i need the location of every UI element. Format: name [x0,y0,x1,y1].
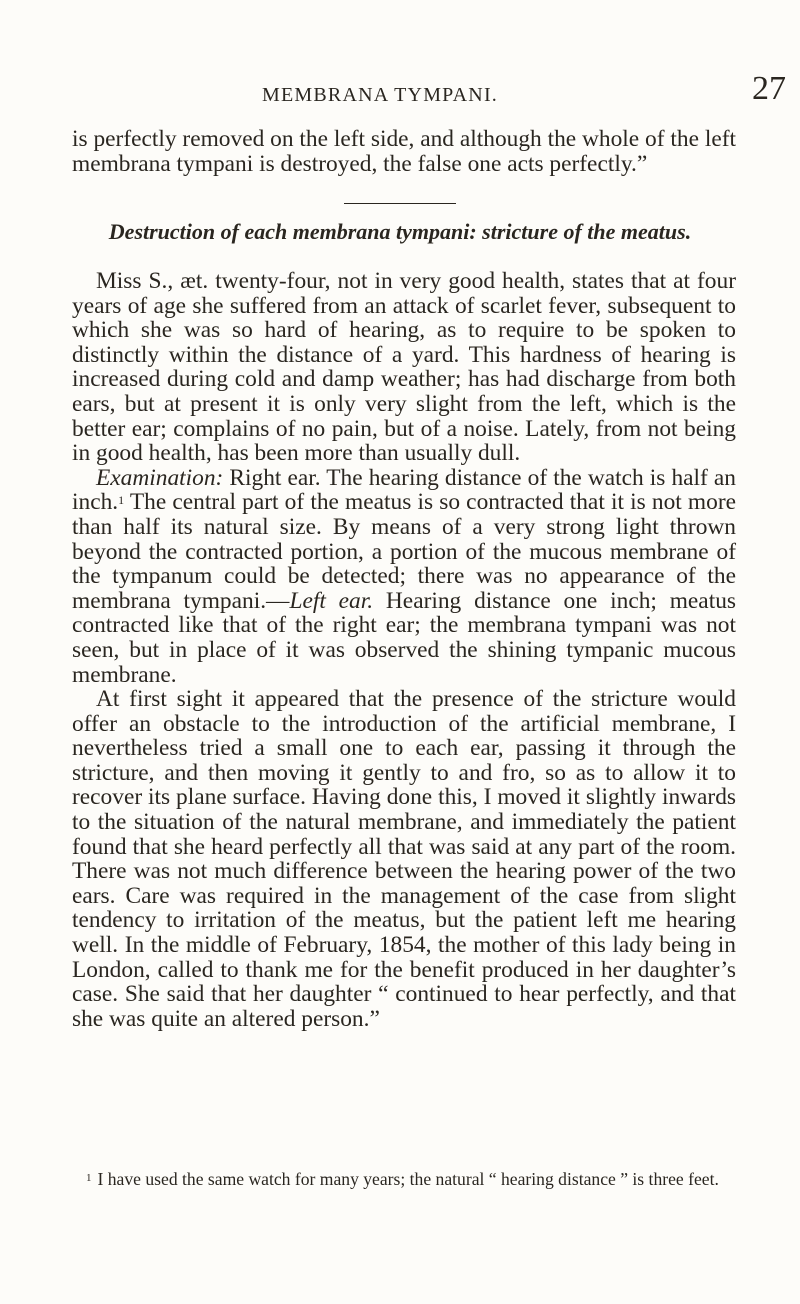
footnote-reference: 1 [118,493,125,508]
page-number: 27 [752,70,786,107]
footnote-marker: 1 [86,1172,92,1184]
left-ear-label: Left ear. [289,587,374,614]
case-history-paragraph: Miss S., æt. twenty-four, not in very good health, states that at four years of age she suffered from an attack of scarlet fever, subsequent to which she was so hard of hearing, as to require to be spoken to distinctly within the distance of a yard. This hardness of hearing is increased during cold and damp weather; has had discharge from both ears, but at present it is only very slight from the left, which is the better ear; complains of no pain, but of a noise. Lately, from not being in good health, has been more than usually dull. [72,268,736,467]
examination-label: Examination: [96,464,224,491]
examination-text-right-ear: Right ear. The hearing distance of the watch is half an inch. [72,464,736,516]
running-title: MEMBRANA TYMPANI. [262,84,499,106]
footnote [72,1169,736,1189]
case-text-block [72,269,736,1031]
section-heading: Destruction of each membrana tympani: stricture of the meatus. [108,219,692,244]
examination-text-meatus: The central part of the meatus is so contracted that it is not more than half its natural size. By means of a very strong light thrown beyond the contracted portion, a portion of the mucous membrane of the tympanum could be detected; there was no appearance of the membrana tympani.— [72,489,736,614]
continuation-text-block [72,127,736,176]
footnote-text: I have used the same watch for many years; the natural “ hearing distance ” is three feet. [97,1169,719,1189]
examination-text-left-ear: Hearing distance one inch; meatus contracted like that of the right ear; the membrana tympani was not seen, but in place of it was observed the shining tympanic mucous membrane. [72,587,736,688]
treatment-paragraph: At first sight it appeared that the presence of the stricture would offer an obstacle to the introduction of the artificial membrane, I nevertheless tried a small one to each ear, passing it through the stricture, and then moving it gently to and fro, so as to allow it to recover its plane surface. Having done this, I moved it slightly inwards to the situation of the natural membrane, and immediately the patient found that she heard perfectly all that was said at any part of the room. There was not much difference between the hearing power of the two ears. Care was required in the management of the case from slight tendency to irritation of the meatus, but the patient left me hearing well. In the middle of February, 1854, the mother of this lady being in London, called to thank me for the benefit produced in her daughter’s case. She said that her daughter “ continued to hear perfectly, and that she was quite an altered person.” [72,686,736,1032]
section-divider-rule [344,203,456,204]
examination-paragraph [72,466,736,687]
continuation-paragraph: is perfectly removed on the left side, and although the whole of the left membrana tympani is destroyed, the false one acts perfectly.” [72,126,736,177]
